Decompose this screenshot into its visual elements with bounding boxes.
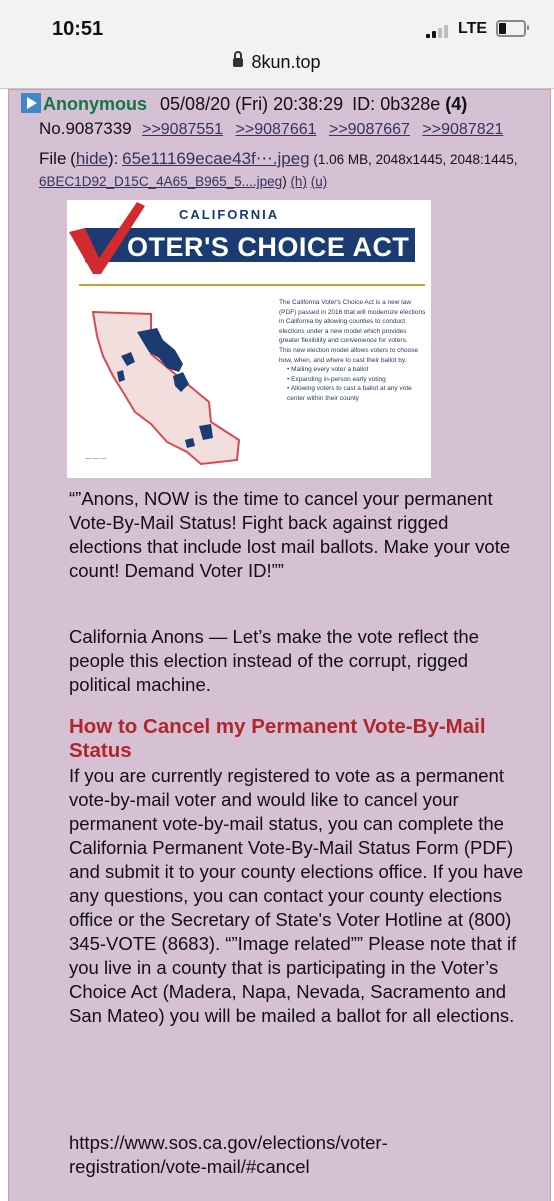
post-paragraph: “”Anons, NOW is the time to cancel your permanent Vote-By-Mail Status! Fight back against rigged elections that include lost mail ballots. Make your vote count! Demand Voter ID!”” — [69, 488, 511, 581]
h-link[interactable]: (h) — [290, 174, 307, 189]
post — [8, 89, 551, 1201]
file-name-link[interactable]: 65e11169ecae43f⋯.jpeg — [122, 149, 310, 168]
url-text: 8kun.top — [251, 52, 321, 72]
post-id-label: ID: — [352, 94, 376, 114]
hide-link[interactable]: hide — [75, 149, 108, 168]
banner-main-text: OTER'S CHOICE ACT — [127, 232, 410, 262]
post-paragraph: California Anons — Let’s make the vote reflect the people this election instead of the corrupt, rigged political machine. — [69, 626, 479, 695]
post-number-row — [39, 119, 503, 139]
image-divider — [79, 284, 425, 286]
post-image[interactable] — [67, 200, 431, 478]
image-description — [279, 298, 427, 404]
file-info: File (hide): 65e11169ecae43f⋯.jpeg (1.06 MB, 2048x1445, 2048:1445, 6BEC1D92_D15C_4A65_B965_5....jpeg) (h) (u) — [39, 149, 518, 189]
post-header — [21, 93, 467, 115]
signal-icon — [426, 24, 454, 38]
post-paragraph: If you are currently registered to vote as a permanent vote-by-mail voter and would like to cancel your permanent vote-by-mail status, you can complete the California Permanent Vote-By-Mail Status Form (PDF) and submit it to your county elections office. If you have any questions, you can contact your county elections office or the Secretary of State's Voter Hotline at (800) 345-VOTE (8683). “”Image related”” Please note that if you live in a county that is participating in the Voter’s Choice Act (Madera, Napa, Nevada, Sacramento and San Mateo) you will be mailed a ballot for all elections. — [69, 765, 524, 1026]
poster-name: Anonymous — [43, 94, 148, 114]
post-id[interactable]: 0b328e — [380, 94, 441, 114]
file-label: File — [39, 149, 67, 168]
address-bar[interactable] — [0, 52, 554, 73]
image-bullet: • Allowing voters to cast a ballot at any vote center within their county — [287, 385, 412, 402]
banner-top-text: CALIFORNIA — [179, 207, 280, 222]
post-datetime: 05/08/20 (Fri) 20:38:29 — [160, 94, 344, 114]
lock-icon — [233, 58, 243, 67]
post-number[interactable]: No.9087339 — [39, 119, 132, 138]
image-bullet: • Expanding in-person early voting — [287, 375, 386, 383]
post-url-text: https://www.sos.ca.gov/elections/voter-registration/vote-mail/#cancel — [69, 1132, 388, 1177]
original-filename-link[interactable]: 6BEC1D92_D15C_4A65_B965_5....jpeg — [39, 174, 283, 189]
reply-link[interactable]: >>9087661 — [235, 121, 317, 138]
browser-top-bar — [0, 0, 554, 89]
image-bullet: • Mailing every voter a ballot — [287, 366, 369, 374]
file-meta: (1.06 MB, 2048x1445, 2048:1445, — [313, 152, 518, 167]
california-map-icon — [79, 292, 279, 472]
network-type: LTE — [458, 20, 488, 37]
play-icon[interactable] — [21, 93, 41, 113]
image-banner — [67, 200, 431, 270]
battery-icon — [496, 20, 526, 37]
reply-link[interactable]: >>9087821 — [422, 121, 504, 138]
post-id-count: (4) — [445, 94, 468, 114]
reply-link[interactable]: >>9087667 — [328, 121, 410, 138]
post-heading: How to Cancel my Permanent Vote-By-Mail Status — [69, 715, 486, 762]
u-link[interactable]: (u) — [310, 174, 328, 189]
status-time: 10:51 — [52, 18, 104, 40]
image-text-para2: This new election model allows voters to choose how, when, and where to cast their ballot by: — [279, 346, 419, 364]
svg-text:— — —: — — — — [85, 456, 107, 462]
reply-link[interactable]: >>9087551 — [142, 121, 224, 138]
checkmark-icon — [67, 200, 147, 276]
image-text-para1: The California Voter's Choice Act is a new law (PDF) passed in 2016 that will modernize elections in California by allowing counties to conduct elections under a new model which provides greater flexibility and convenience for voters. — [279, 299, 426, 345]
